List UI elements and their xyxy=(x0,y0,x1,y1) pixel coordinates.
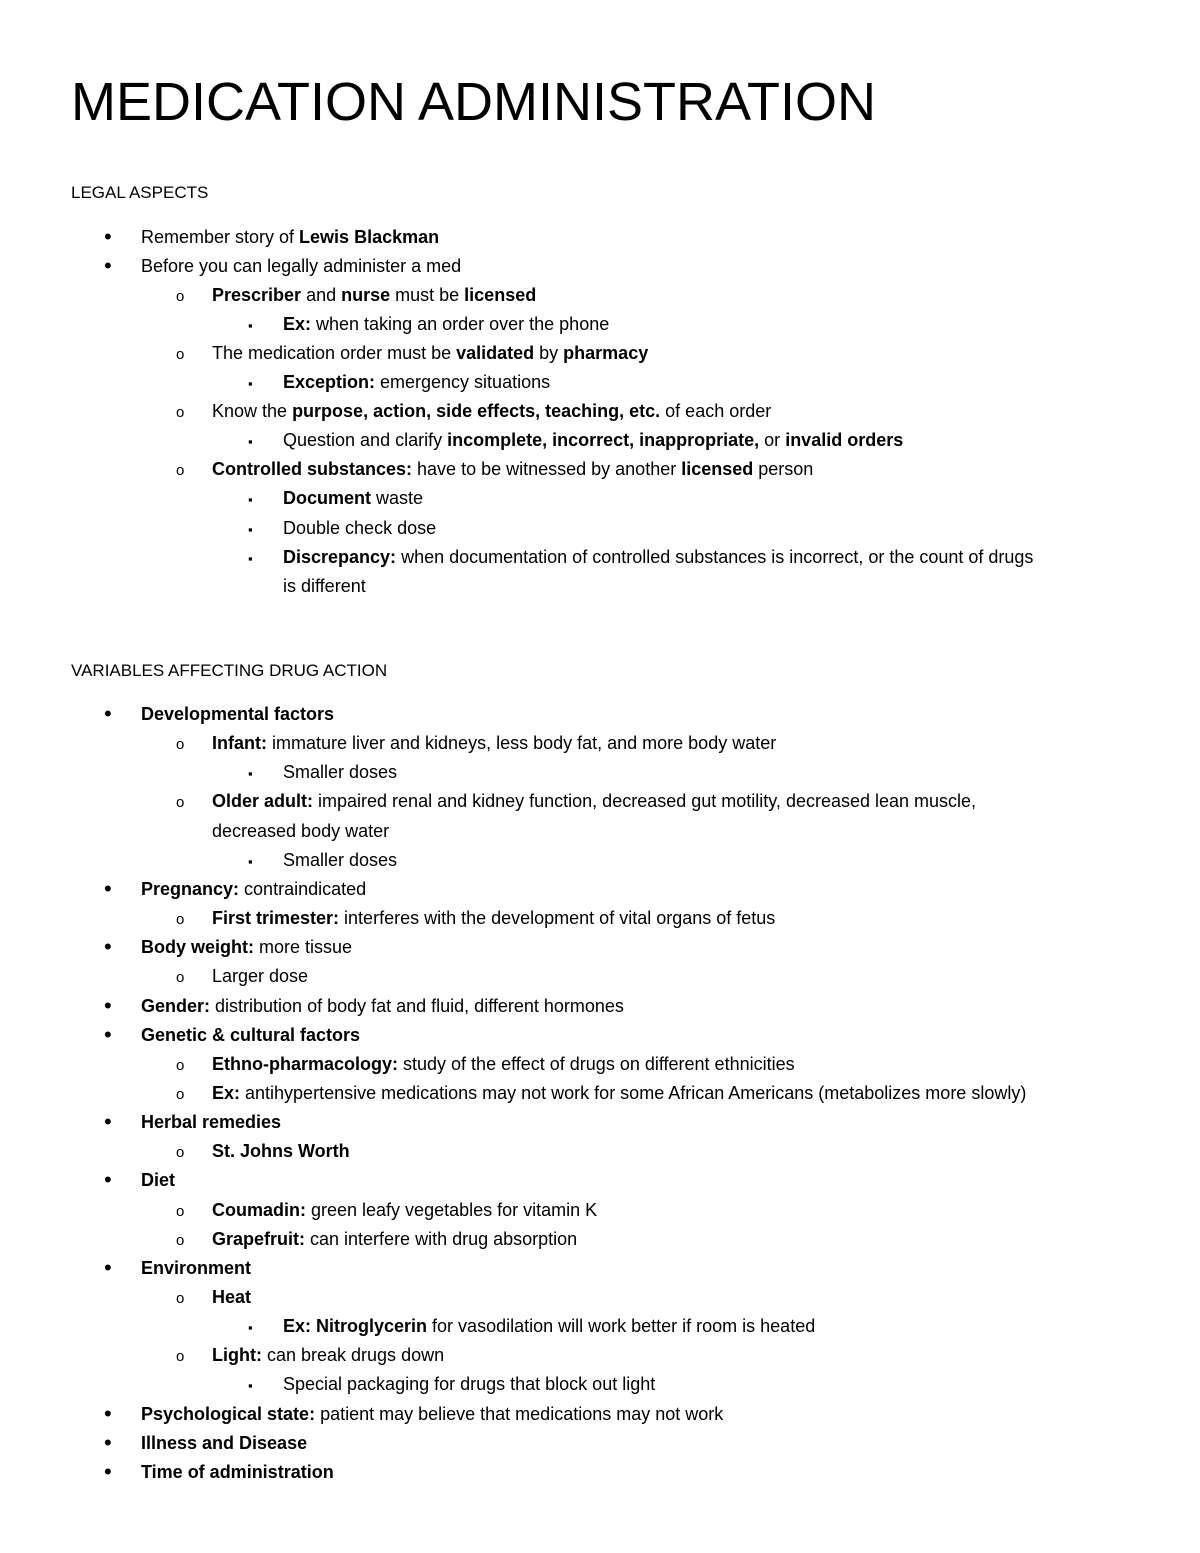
bullet-circle-icon xyxy=(176,458,184,482)
bullet-circle-icon xyxy=(176,400,184,424)
bold-text: validated xyxy=(456,343,535,363)
bold-text: Body weight: xyxy=(141,937,254,957)
text: waste xyxy=(371,488,424,508)
bold-text: Older adult: xyxy=(212,791,314,811)
bold-text: licensed xyxy=(464,285,537,305)
bold-text: invalid orders xyxy=(785,430,904,450)
list-item xyxy=(212,965,308,987)
bold-text: Ex: xyxy=(212,1083,241,1103)
section-heading: VARIABLES AFFECTING DRUG ACTION xyxy=(71,661,388,680)
list-item xyxy=(212,1140,350,1162)
list-item xyxy=(212,1199,597,1221)
list-item xyxy=(212,1344,444,1366)
text: Smaller doses xyxy=(283,762,398,782)
list-item xyxy=(212,1286,251,1308)
list-item xyxy=(283,575,366,597)
bullet-dot-icon xyxy=(104,995,112,1018)
text: contraindicated xyxy=(239,879,367,899)
list-item xyxy=(283,1373,655,1395)
bullet-dot-icon xyxy=(104,1024,112,1047)
list-item xyxy=(141,936,352,958)
text: of each order xyxy=(660,401,772,421)
text: green leafy vegetables for vitamin K xyxy=(306,1200,598,1220)
list-item xyxy=(212,1228,577,1250)
list-item xyxy=(141,226,439,248)
text: Larger dose xyxy=(212,966,309,986)
text: Smaller doses xyxy=(283,850,398,870)
bold-text: Ethno-pharmacology: xyxy=(212,1054,399,1074)
bullet-circle-icon xyxy=(176,1053,184,1077)
bold-text: Lewis Blackman xyxy=(299,227,440,247)
text: distribution of body fat and fluid, different hormones xyxy=(210,996,624,1016)
text: Remember story of xyxy=(141,227,300,247)
bold-text: St. Johns Worth xyxy=(212,1141,350,1161)
bullet-dot-icon xyxy=(104,878,112,901)
bullet-dot-icon xyxy=(104,703,112,726)
text: impaired renal and kidney function, decreased gut motility, decreased lean muscle, xyxy=(313,791,977,811)
bullet-square-icon xyxy=(248,487,253,511)
text: The medication order must be xyxy=(212,343,457,363)
list-item xyxy=(212,1053,795,1075)
text: must be xyxy=(390,285,465,305)
list-item xyxy=(141,1169,175,1191)
text: when taking an order over the phone xyxy=(311,314,610,334)
bullet-circle-icon xyxy=(176,284,184,308)
list-item xyxy=(212,342,648,364)
bullet-square-icon xyxy=(248,371,253,395)
text: have to be witnessed by another xyxy=(412,459,682,479)
bold-text: Heat xyxy=(212,1287,252,1307)
list-item xyxy=(212,907,775,929)
list-item xyxy=(141,1461,334,1483)
list-item xyxy=(141,255,461,277)
bold-text: Document xyxy=(283,488,372,508)
bullet-dot-icon xyxy=(104,1432,112,1455)
bullet-square-icon xyxy=(248,761,253,785)
list-item xyxy=(212,1082,1026,1104)
list-item xyxy=(283,849,397,871)
list-item xyxy=(212,400,771,422)
text: Know the xyxy=(212,401,293,421)
bold-text: incomplete, incorrect, inappropriate, xyxy=(447,430,760,450)
text: interferes with the development of vital organs of fetus xyxy=(339,908,776,928)
bullet-circle-icon xyxy=(176,1344,184,1368)
bullet-dot-icon xyxy=(104,1111,112,1134)
list-item xyxy=(283,429,903,451)
text: antihypertensive medications may not work for some African Americans (metabolizes more slowly) xyxy=(240,1083,1027,1103)
list-item xyxy=(283,1315,815,1337)
bold-text: Psychological state: xyxy=(141,1404,316,1424)
bullet-circle-icon xyxy=(176,732,184,756)
bold-text: Prescriber xyxy=(212,285,302,305)
list-item xyxy=(141,1403,723,1425)
bullet-circle-icon xyxy=(176,1228,184,1252)
bullet-square-icon xyxy=(248,546,253,570)
section-heading: LEGAL ASPECTS xyxy=(71,183,209,202)
list-item xyxy=(212,284,536,306)
bold-text: Gender: xyxy=(141,996,211,1016)
bold-text: Discrepancy: xyxy=(283,547,397,567)
bullet-dot-icon xyxy=(104,1257,112,1280)
bullet-circle-icon xyxy=(176,1082,184,1106)
list-item xyxy=(141,1257,251,1279)
text: patient may believe that medications may not work xyxy=(315,1404,724,1424)
bold-text: purpose, action, side effects, teaching, etc. xyxy=(292,401,661,421)
bullet-circle-icon xyxy=(176,790,184,814)
list-item xyxy=(141,703,334,725)
text: immature liver and kidneys, less body fat, and more body water xyxy=(266,733,777,753)
list-item xyxy=(141,995,624,1017)
text: decreased body water xyxy=(212,821,390,841)
bullet-square-icon xyxy=(248,429,253,453)
bullet-square-icon xyxy=(248,1315,253,1339)
list-item xyxy=(283,371,550,393)
bold-text: Time of administration xyxy=(141,1462,334,1482)
bold-text: Diet xyxy=(141,1170,176,1190)
bullet-dot-icon xyxy=(104,1461,112,1484)
text: Question and clarify xyxy=(283,430,448,450)
bullet-dot-icon xyxy=(104,1169,112,1192)
text: Special packaging for drugs that block out light xyxy=(283,1374,656,1394)
text: Double check dose xyxy=(283,518,437,538)
text: by xyxy=(534,343,564,363)
bold-text: Grapefruit: xyxy=(212,1229,306,1249)
list-item xyxy=(283,546,1033,568)
text: more tissue xyxy=(254,937,353,957)
bold-text: Coumadin: xyxy=(212,1200,306,1220)
bold-text: Genetic & cultural factors xyxy=(141,1025,361,1045)
bold-text: Ex: xyxy=(283,314,312,334)
text: or xyxy=(759,430,786,450)
bullet-square-icon xyxy=(248,1373,253,1397)
bold-text: Developmental factors xyxy=(141,704,335,724)
list-item xyxy=(283,761,397,783)
bullet-circle-icon xyxy=(176,907,184,931)
text: when documentation of controlled substances is incorrect, or the count of drugs xyxy=(396,547,1034,567)
text: is different xyxy=(283,576,366,596)
bullet-dot-icon xyxy=(104,1403,112,1426)
text: for vasodilation will work better if room is heated xyxy=(427,1316,816,1336)
bold-text: pharmacy xyxy=(563,343,649,363)
bullet-dot-icon xyxy=(104,936,112,959)
bullet-dot-icon xyxy=(104,255,112,278)
text: and xyxy=(301,285,342,305)
list-item xyxy=(212,732,776,754)
text: can interfere with drug absorption xyxy=(305,1229,578,1249)
list-item xyxy=(141,878,366,900)
bold-text: First trimester: xyxy=(212,908,340,928)
bullet-square-icon xyxy=(248,849,253,873)
bold-text: Ex: Nitroglycerin xyxy=(283,1316,428,1336)
bold-text: Pregnancy: xyxy=(141,879,240,899)
document-title: MEDICATION ADMINISTRATION xyxy=(71,72,877,132)
text: person xyxy=(753,459,814,479)
bold-text: Herbal remedies xyxy=(141,1112,282,1132)
bullet-square-icon xyxy=(248,517,253,541)
list-item xyxy=(283,487,423,509)
list-item xyxy=(283,517,436,539)
bullet-circle-icon xyxy=(176,1140,184,1164)
list-item xyxy=(141,1024,360,1046)
text: can break drugs down xyxy=(261,1345,445,1365)
bold-text: Environment xyxy=(141,1258,252,1278)
bullet-square-icon xyxy=(248,313,253,337)
bold-text: Infant: xyxy=(212,733,267,753)
bold-text: Exception: xyxy=(283,372,376,392)
bullet-circle-icon xyxy=(176,1199,184,1223)
bold-text: Controlled substances: xyxy=(212,459,413,479)
text: emergency situations xyxy=(375,372,551,392)
bold-text: Light: xyxy=(212,1345,262,1365)
list-item xyxy=(141,1111,281,1133)
list-item xyxy=(212,820,389,842)
bold-text: licensed xyxy=(681,459,754,479)
bullet-dot-icon xyxy=(104,226,112,249)
text: study of the effect of drugs on different ethnicities xyxy=(398,1054,795,1074)
list-item xyxy=(141,1432,307,1454)
list-item xyxy=(283,313,609,335)
bullet-circle-icon xyxy=(176,965,184,989)
list-item xyxy=(212,790,976,812)
bold-text: Illness and Disease xyxy=(141,1433,308,1453)
bullet-circle-icon xyxy=(176,342,184,366)
text: Before you can legally administer a med xyxy=(141,256,462,276)
list-item xyxy=(212,458,813,480)
bullet-circle-icon xyxy=(176,1286,184,1310)
bold-text: nurse xyxy=(341,285,391,305)
